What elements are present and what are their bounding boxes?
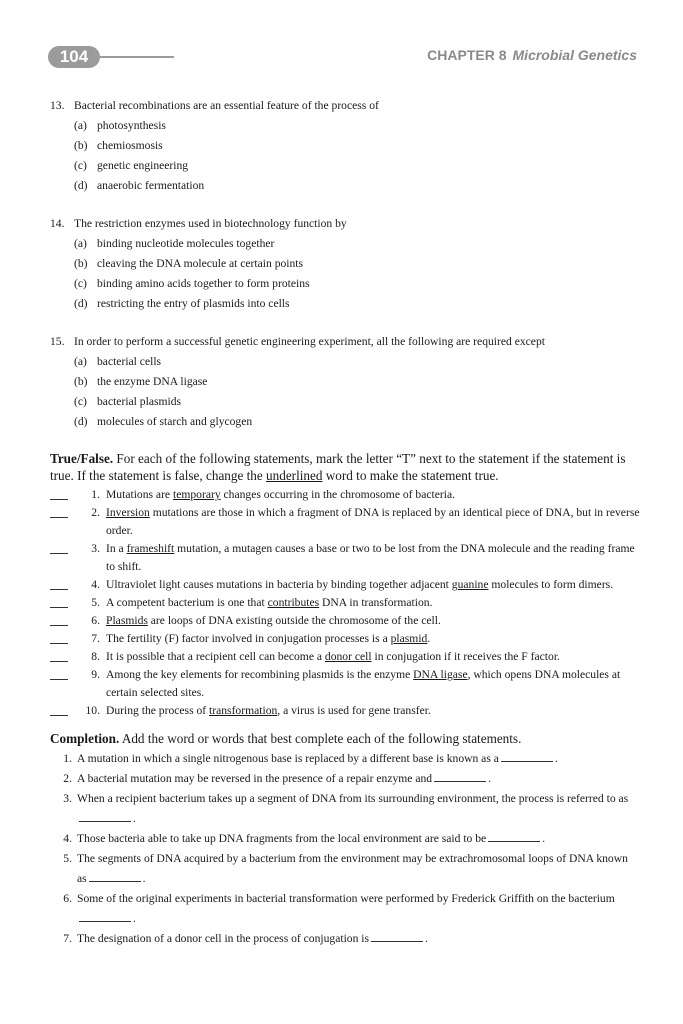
completion-post: .: [133, 812, 136, 825]
question-text: Bacterial recombinations are an essential feature of the process of: [74, 99, 379, 112]
answer-option[interactable]: [50, 254, 640, 274]
option-text: molecules of starch and glycogen: [97, 415, 253, 428]
completion-list: [50, 749, 640, 949]
item-number: 10.: [85, 704, 100, 717]
statement-text: [106, 630, 640, 648]
question-number: 14.: [50, 217, 65, 230]
multiple-choice-section: [50, 96, 640, 432]
statement-text: [106, 666, 640, 702]
item-number: 3.: [91, 542, 100, 555]
option-letter: (c): [74, 395, 87, 408]
completion-text: [77, 749, 640, 769]
true-false-intro: [50, 450, 640, 484]
completion-pre: The segments of DNA acquired by a bacterium from the environment may be extrachromosomal loops of DNA known as: [77, 852, 628, 885]
statement-text: [106, 702, 640, 720]
statement-post: changes occurring in the chromosome of bacteria.: [220, 488, 456, 501]
statement-pre: Among the key elements for recombining plasmids is the enzyme: [106, 668, 414, 681]
fill-in-blank[interactable]: [371, 931, 423, 942]
statement-post: , a virus is used for gene transfer.: [277, 704, 431, 717]
answer-blank[interactable]: [50, 577, 68, 590]
question: [50, 332, 640, 432]
completion-post: .: [142, 872, 146, 885]
completion-pre: When a recipient bacterium takes up a segment of DNA from its surrounding environment, the process is referred to as: [77, 792, 629, 805]
chapter-title: Microbial Genetics: [512, 47, 637, 63]
item-number: 9.: [91, 668, 100, 681]
completion-text: [77, 849, 640, 889]
completion-text: [77, 769, 640, 789]
completion-item: [50, 889, 640, 929]
question-stem: [50, 332, 640, 352]
statement-post: , which opens DNA molecules at certain selected sites.: [106, 668, 621, 699]
fill-in-blank[interactable]: [79, 811, 131, 822]
answer-blank[interactable]: [50, 667, 68, 680]
completion-pre: A mutation in which a single nitrogenous base is replaced by a different base is known as a: [77, 752, 499, 765]
page-number: 104: [48, 46, 100, 68]
option-text: restricting the entry of plasmids into cells: [97, 297, 290, 310]
true-false-item: [50, 648, 640, 666]
underlined-word: plasmid: [390, 632, 428, 645]
true-false-item: [50, 540, 640, 576]
true-false-instructions-underlined: underlined: [266, 468, 323, 483]
completion-pre: The designation of a donor cell in the process of conjugation is: [77, 932, 370, 945]
answer-blank[interactable]: [50, 703, 68, 716]
true-false-item: [50, 576, 640, 594]
statement-pre: It is possible that a recipient cell can become a: [106, 650, 325, 663]
statement-pre: The fertility (F) factor involved in conjugation processes is a: [106, 632, 391, 645]
statement-text: [106, 504, 640, 540]
option-text: chemiosmosis: [97, 139, 163, 152]
item-number: 1.: [63, 752, 72, 765]
option-letter: (a): [74, 355, 87, 368]
header-rule: [100, 56, 174, 58]
statement-post: mutations are those in which a fragment of DNA is replaced by an identical piece of DNA, but in reverse order.: [106, 506, 640, 537]
answer-blank[interactable]: [50, 631, 68, 644]
fill-in-blank[interactable]: [488, 831, 540, 842]
page-header: [0, 0, 683, 80]
chapter-label: CHAPTER 8: [427, 47, 507, 63]
answer-option[interactable]: [50, 412, 640, 432]
completion-pre: Some of the original experiments in bacterial transformation were performed by Frederick Griffith on the bacterium: [77, 892, 615, 905]
option-text: the enzyme DNA ligase: [97, 375, 208, 388]
completion-post: .: [542, 832, 546, 845]
true-false-item: [50, 486, 640, 504]
answer-blank[interactable]: [50, 541, 68, 554]
completion-instructions: Add the word or words that best complete each of the following statements.: [121, 731, 522, 746]
option-letter: (d): [74, 415, 88, 428]
statement-text: [106, 594, 640, 612]
completion-intro: [50, 730, 640, 747]
chapter-heading: [427, 47, 637, 63]
item-number: 4.: [91, 578, 100, 591]
completion-post: .: [133, 912, 136, 925]
answer-option[interactable]: [50, 372, 640, 392]
item-number: 5.: [63, 852, 72, 865]
option-text: photosynthesis: [97, 119, 166, 132]
completion-item: [50, 789, 640, 829]
underlined-word: donor cell: [324, 650, 372, 663]
statement-text: [106, 576, 640, 594]
true-false-item: [50, 594, 640, 612]
completion-post: .: [554, 752, 558, 765]
completion-item: [50, 829, 640, 849]
completion-text: [77, 789, 640, 829]
completion-post: .: [425, 932, 428, 945]
answer-option[interactable]: [50, 156, 640, 176]
completion-text: [77, 929, 640, 949]
statement-pre: Mutations are: [106, 488, 173, 501]
answer-option[interactable]: [50, 116, 640, 136]
item-number: 6.: [63, 892, 72, 905]
fill-in-blank[interactable]: [89, 871, 141, 882]
true-false-instructions-a: For each of the following statements, mark the letter “T” next to the statement if the statement is true. If the statement is false, change the: [50, 451, 626, 483]
question-text: The restriction enzymes used in biotechnology function by: [74, 217, 347, 230]
page-content: [50, 96, 640, 949]
option-letter: (d): [74, 297, 88, 310]
option-text: bacterial cells: [97, 355, 162, 368]
fill-in-blank[interactable]: [501, 751, 553, 762]
statement-post: are loops of DNA existing outside the chromosome of the cell.: [147, 614, 441, 627]
option-text: binding amino acids together to form proteins: [97, 277, 310, 290]
statement-text: [106, 648, 640, 666]
completion-pre: Those bacteria able to take up DNA fragments from the local environment are said to be: [77, 832, 487, 845]
statement-post: mutation, a mutagen causes a base or two to be lost from the DNA molecule and the reading frame to shift.: [106, 542, 635, 573]
item-number: 7.: [63, 932, 72, 945]
true-false-instructions-b: word to make the statement true.: [325, 468, 499, 483]
underlined-word: contributes: [267, 596, 320, 609]
true-false-list: [50, 486, 640, 720]
underlined-word: Inversion: [106, 506, 150, 519]
item-number: 2.: [91, 506, 100, 519]
option-letter: (a): [74, 237, 87, 250]
statement-text: [106, 612, 640, 630]
question: [50, 214, 640, 314]
question-stem: [50, 96, 640, 116]
item-number: 5.: [91, 596, 100, 609]
true-false-item: [50, 666, 640, 702]
item-number: 7.: [91, 632, 100, 645]
answer-option[interactable]: [50, 274, 640, 294]
fill-in-blank[interactable]: [434, 771, 486, 782]
statement-post: DNA in transformation.: [319, 596, 433, 609]
completion-text: [77, 829, 640, 849]
completion-item: [50, 749, 640, 769]
true-false-item: [50, 612, 640, 630]
question-number: 13.: [50, 99, 65, 112]
answer-blank[interactable]: [50, 613, 68, 626]
question-stem: [50, 214, 640, 234]
answer-blank[interactable]: [50, 649, 68, 662]
statement-pre: In a: [106, 542, 127, 555]
option-letter: (c): [74, 159, 87, 172]
item-number: 3.: [63, 792, 72, 805]
completion-item: [50, 849, 640, 889]
item-number: 8.: [91, 650, 100, 663]
option-letter: (b): [74, 375, 88, 388]
option-letter: (c): [74, 277, 87, 290]
item-number: 4.: [63, 832, 72, 845]
answer-option[interactable]: [50, 352, 640, 372]
answer-option[interactable]: [50, 392, 640, 412]
completion-text: [77, 889, 640, 929]
statement-pre: A competent bacterium is one that: [106, 596, 268, 609]
option-text: bacterial plasmids: [97, 395, 182, 408]
completion-post: .: [488, 772, 491, 785]
statement-post: in conjugation if it receives the F factor.: [371, 650, 560, 663]
statement-post: molecules to form dimers.: [488, 578, 614, 591]
underlined-word: guanine: [451, 578, 489, 591]
underlined-word: transformation: [209, 704, 278, 717]
answer-blank[interactable]: [50, 487, 68, 500]
underlined-word: DNA ligase: [413, 668, 468, 681]
answer-option[interactable]: [50, 234, 640, 254]
answer-blank[interactable]: [50, 595, 68, 608]
underlined-word: temporary: [172, 488, 221, 501]
question-number: 15.: [50, 335, 65, 348]
option-letter: (a): [74, 119, 87, 132]
item-number: 6.: [91, 614, 100, 627]
statement-pre: Ultraviolet light causes mutations in bacteria by binding together adjacent: [106, 578, 452, 591]
option-text: anaerobic fermentation: [97, 179, 205, 192]
question-text: In order to perform a successful genetic engineering experiment, all the following are required except: [74, 335, 545, 348]
option-letter: (d): [74, 179, 88, 192]
statement-post: .: [427, 632, 431, 645]
answer-blank[interactable]: [50, 505, 68, 518]
true-false-title: True/False.: [50, 451, 114, 466]
question: [50, 96, 640, 196]
completion-item: [50, 929, 640, 949]
answer-option[interactable]: [50, 294, 640, 314]
answer-option[interactable]: [50, 176, 640, 196]
answer-option[interactable]: [50, 136, 640, 156]
statement-text: [106, 486, 640, 504]
fill-in-blank[interactable]: [79, 911, 131, 922]
underlined-word: frameshift: [126, 542, 175, 555]
option-letter: (b): [74, 139, 88, 152]
completion-item: [50, 769, 640, 789]
statement-pre: During the process of: [106, 704, 210, 717]
item-number: 2.: [63, 772, 72, 785]
option-letter: (b): [74, 257, 88, 270]
option-text: binding nucleotide molecules together: [97, 237, 275, 250]
option-text: genetic engineering: [97, 159, 189, 172]
true-false-item: [50, 504, 640, 540]
true-false-item: [50, 630, 640, 648]
completion-pre: A bacterial mutation may be reversed in the presence of a repair enzyme and: [77, 772, 433, 785]
item-number: 1.: [91, 488, 100, 501]
underlined-word: Plasmids: [106, 614, 148, 627]
true-false-item: [50, 702, 640, 720]
option-text: cleaving the DNA molecule at certain points: [97, 257, 304, 270]
statement-text: [106, 540, 640, 576]
completion-title: Completion.: [50, 731, 120, 746]
